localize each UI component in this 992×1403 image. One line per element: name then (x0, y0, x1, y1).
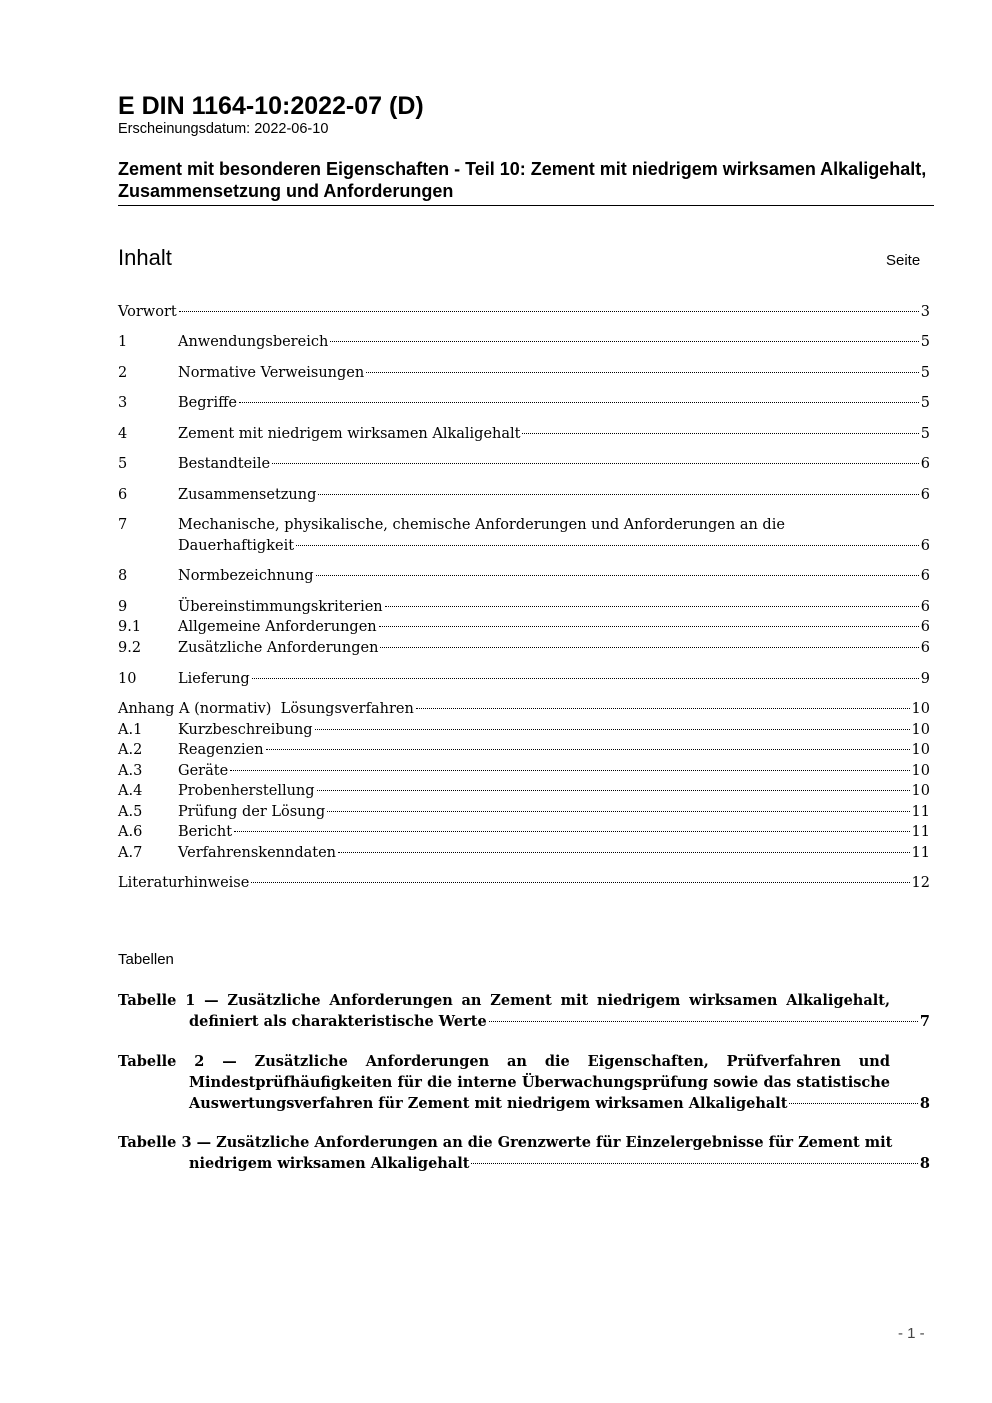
toc-entry-page: 6 (920, 568, 930, 584)
toc-entry-number: 7 (118, 517, 128, 533)
toc-entry-number: 8 (118, 568, 128, 584)
publication-date: Erscheinungsdatum: 2022-06-10 (118, 121, 329, 137)
toc-entry-number: 3 (118, 395, 128, 411)
table-entry-line: definiert als charakteristische Werte (189, 1013, 487, 1030)
toc-entry-3[interactable] (118, 393, 930, 414)
toc-entry-page: 10 (911, 742, 930, 758)
toc-entry-label: Begriffe (178, 395, 237, 411)
toc-entry-9-1[interactable] (118, 617, 930, 638)
toc-entry-page: 6 (920, 487, 930, 503)
toc-entry-label: Zement mit niedrigem wirksamen Alkaligehalt (178, 426, 521, 442)
page-number: - 1 - (898, 1325, 925, 1342)
toc-entry-10[interactable] (118, 669, 930, 690)
table-entry-page: 8 (919, 1095, 930, 1112)
toc-entry-label-continued: Dauerhaftigkeit (178, 538, 295, 554)
toc-entry-6[interactable] (118, 485, 930, 506)
toc-entry-7[interactable] (118, 515, 930, 557)
document-title: Zement mit besonderen Eigenschaften - Teil 10: Zement mit niedrigem wirksamen Alkaligehalt, Zusammensetzung und Anforderungen (118, 159, 927, 201)
toc-heading: Inhalt (118, 245, 172, 270)
toc-entry-9[interactable] (118, 597, 930, 618)
toc-entry-a-5[interactable] (118, 802, 930, 823)
toc-entry-number: 9.1 (118, 619, 142, 635)
title-divider (118, 205, 934, 206)
toc-entry-page: 6 (920, 619, 930, 635)
toc-entry-number: 6 (118, 487, 128, 503)
toc-entry-label: Bericht (178, 824, 233, 840)
toc-entry-literaturhinweise[interactable] (118, 873, 930, 894)
toc-entry-vorwort[interactable] (118, 302, 930, 323)
toc-entry-label: Anhang A (normativ) Lösungsverfahren (118, 701, 414, 717)
toc-entry-label: Allgemeine Anforderungen (178, 619, 377, 635)
toc-entry-page: 9 (920, 671, 930, 687)
toc-entry-label: Vorwort (118, 304, 177, 320)
toc-entry-a-3[interactable] (118, 761, 930, 782)
toc-entry-number: A.5 (118, 804, 143, 820)
toc-entry-page: 11 (911, 804, 930, 820)
toc-entry-a-6[interactable] (118, 822, 930, 843)
toc-entry-label: Bestandteile (178, 456, 271, 472)
toc-entry-number: A.7 (118, 845, 143, 861)
toc-entry-page: 11 (911, 845, 930, 861)
toc-entry-number: A.2 (118, 742, 143, 758)
toc-entry-label: Normative Verweisungen (178, 365, 365, 381)
toc-entry-number: 5 (118, 456, 128, 472)
toc-entry-anhang-a[interactable] (118, 699, 930, 720)
toc-entry-label: Prüfung der Lösung (178, 804, 326, 820)
tables-heading: Tabellen (118, 951, 174, 968)
table-entry-line: niedrigem wirksamen Alkaligehalt (189, 1155, 470, 1172)
toc-entry-number: 9.2 (118, 640, 142, 656)
toc-entry-page: 3 (920, 304, 930, 320)
toc-entry-page: 10 (911, 722, 930, 738)
toc-entry-page: 6 (920, 456, 930, 472)
table-entry-page: 7 (919, 1013, 930, 1030)
table-entry-line: Tabelle 1 — Zusätzliche Anforderungen an Zement mit niedrigem wirksamen Alkaligehalt, (118, 992, 890, 1009)
toc-entry-1[interactable] (118, 332, 930, 353)
table-entry-line: Tabelle 3 — Zusätzliche Anforderungen an die Grenzwerte für Einzelergebnisse für Zement mit (118, 1134, 893, 1151)
toc-entry-page: 5 (920, 365, 930, 381)
document-id: E DIN 1164-10:2022-07 (D) (118, 92, 424, 120)
toc-entry-4[interactable] (118, 424, 930, 445)
toc-entry-number: A.3 (118, 763, 143, 779)
toc-entry-number: A.4 (118, 783, 143, 799)
toc-entry-number: 1 (118, 334, 128, 350)
toc-entry-label: Geräte (178, 763, 229, 779)
toc-entry-a-7[interactable] (118, 843, 930, 864)
toc-entry-page: 5 (920, 426, 930, 442)
toc-entry-a-2[interactable] (118, 740, 930, 761)
toc-entry-number: 9 (118, 599, 128, 615)
toc-entry-number: 10 (118, 671, 137, 687)
toc-entry-a-1[interactable] (118, 720, 930, 741)
table-entry-1[interactable] (118, 990, 930, 1032)
toc-entry-page: 6 (920, 538, 930, 554)
toc-entry-label: Mechanische, physikalische, chemische Anforderungen und Anforderungen an die (178, 517, 785, 533)
toc-entry-number: A.6 (118, 824, 143, 840)
toc-entry-number: 4 (118, 426, 128, 442)
table-entry-page: 8 (919, 1155, 930, 1172)
toc-entry-label: Zusammensetzung (178, 487, 317, 503)
table-entry-2[interactable] (118, 1051, 930, 1114)
toc-entry-a-4[interactable] (118, 781, 930, 802)
toc-entry-page: 5 (920, 395, 930, 411)
toc-entry-label: Lieferung (178, 671, 250, 687)
toc-entry-label: Literaturhinweise (118, 875, 250, 891)
table-entry-3[interactable] (118, 1132, 930, 1174)
toc-entry-page: 5 (920, 334, 930, 350)
toc-entry-page: 6 (920, 640, 930, 656)
table-entry-line: Auswertungsverfahren für Zement mit niedrigem wirksamen Alkaligehalt (189, 1095, 788, 1112)
toc-entry-label: Reagenzien (178, 742, 264, 758)
toc-entry-number: A.1 (118, 722, 143, 738)
toc-entry-number: 2 (118, 365, 128, 381)
toc-entry-page: 10 (911, 783, 930, 799)
toc-entry-label: Verfahrenskenndaten (178, 845, 337, 861)
toc-entry-label: Kurzbeschreibung (178, 722, 313, 738)
toc-entry-page: 6 (920, 599, 930, 615)
toc-entry-label: Übereinstimmungskriterien (178, 599, 383, 615)
toc-entry-label: Probenherstellung (178, 783, 315, 799)
toc-entry-9-2[interactable] (118, 638, 930, 659)
toc-entry-page: 10 (911, 701, 930, 717)
toc-entry-page: 12 (911, 875, 930, 891)
table-entry-line: Tabelle 2 — Zusätzliche Anforderungen an die Eigenschaften, Prüfverfahren und (118, 1053, 890, 1070)
toc-entry-page: 10 (911, 763, 930, 779)
toc-entry-5[interactable] (118, 454, 930, 475)
toc-entry-8[interactable] (118, 566, 930, 587)
toc-entry-label: Zusätzliche Anforderungen (178, 640, 379, 656)
page-column-label: Seite (886, 252, 921, 269)
table-entry-line: Mindestprüfhäufigkeiten für die interne Überwachungsprüfung sowie das statistische (189, 1074, 890, 1091)
toc-entry-label: Anwendungsbereich (178, 334, 329, 350)
toc-entry-2[interactable] (118, 363, 930, 384)
toc-entry-page: 11 (911, 824, 930, 840)
toc-entry-label: Normbezeichnung (178, 568, 314, 584)
